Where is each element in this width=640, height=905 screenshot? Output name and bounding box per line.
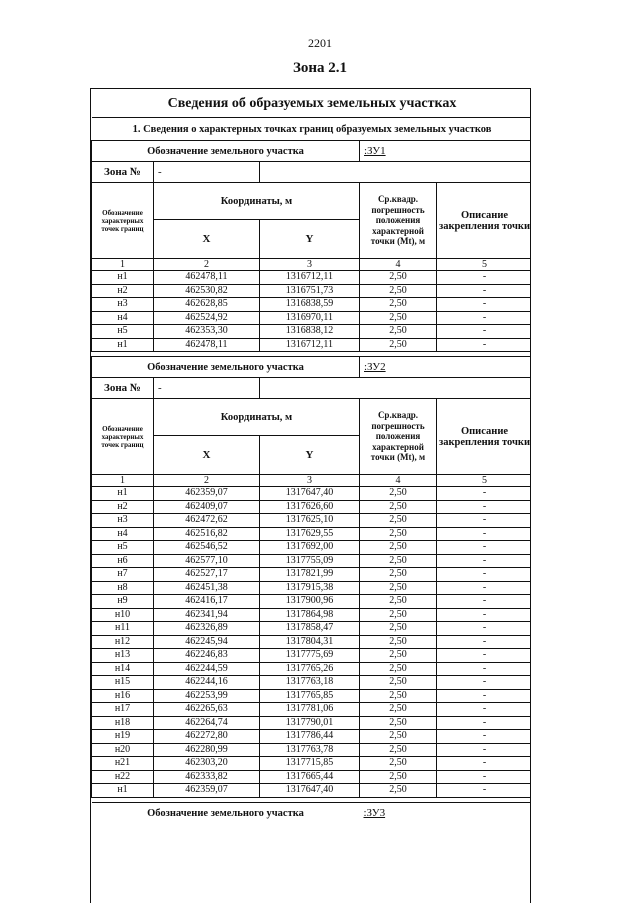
y-value: 1317858,47 — [260, 622, 360, 636]
zone-value: - — [154, 378, 260, 399]
description-value: - — [437, 662, 532, 676]
accuracy-value: 2,50 — [360, 608, 437, 622]
x-header: X — [154, 220, 260, 259]
description-value: - — [437, 635, 532, 649]
accuracy-value: 2,50 — [360, 311, 437, 325]
accuracy-value: 2,50 — [360, 676, 437, 690]
point-name: н1 — [92, 271, 154, 285]
column-number: 1 — [92, 259, 154, 271]
y-value: 1316712,11 — [260, 271, 360, 285]
accuracy-value: 2,50 — [360, 527, 437, 541]
column-number: 1 — [92, 475, 154, 487]
coords-header-row — [92, 183, 532, 220]
parcel-designation-label: Обозначение земельного участка — [92, 357, 360, 378]
parcels-table — [91, 89, 531, 825]
parcel-designation-row — [92, 357, 532, 378]
description-value: - — [437, 608, 532, 622]
point-name: н10 — [92, 608, 154, 622]
section-title: Сведения об образуемых земельных участках — [92, 89, 532, 118]
column-number: 3 — [260, 259, 360, 271]
coords-header: Координаты, м — [154, 183, 360, 220]
column-number: 2 — [154, 475, 260, 487]
description-header: Описание закрепления точки — [437, 399, 532, 475]
table-row — [92, 568, 532, 582]
description-value: - — [437, 487, 532, 501]
x-value: 462628,85 — [154, 298, 260, 312]
coords-header: Координаты, м — [154, 399, 360, 436]
table-row — [92, 676, 532, 690]
y-value: 1316838,12 — [260, 325, 360, 339]
y-value: 1317786,44 — [260, 730, 360, 744]
y-value: 1316838,59 — [260, 298, 360, 312]
point-name: н9 — [92, 595, 154, 609]
point-name: н2 — [92, 284, 154, 298]
x-value: 462472,62 — [154, 514, 260, 528]
parcel-id: :ЗУ2 — [364, 360, 386, 373]
description-value: - — [437, 284, 532, 298]
x-value: 462272,80 — [154, 730, 260, 744]
x-value: 462530,82 — [154, 284, 260, 298]
y-value: 1317915,38 — [260, 581, 360, 595]
description-value: - — [437, 595, 532, 609]
point-name: н12 — [92, 635, 154, 649]
table-row — [92, 541, 532, 555]
column-number: 3 — [260, 475, 360, 487]
x-value: 462516,82 — [154, 527, 260, 541]
parcel-id: :ЗУ3 — [363, 807, 386, 819]
description-value: - — [437, 338, 532, 352]
column-number: 4 — [360, 259, 437, 271]
column-numbers-row — [92, 475, 532, 487]
x-value: 462478,11 — [154, 338, 260, 352]
point-name: н7 — [92, 568, 154, 582]
parcel-designation-value — [360, 357, 532, 378]
accuracy-value: 2,50 — [360, 298, 437, 312]
parcels-table-body — [92, 89, 532, 825]
point-name: н2 — [92, 500, 154, 514]
table-row — [92, 298, 532, 312]
x-value: 462577,10 — [154, 554, 260, 568]
x-value: 462527,17 — [154, 568, 260, 582]
accuracy-header: Ср.квадр. погрешность положения характерной точки (Mt), м — [360, 399, 437, 475]
y-value: 1317781,06 — [260, 703, 360, 717]
parcel-designation-row — [92, 802, 532, 825]
accuracy-value: 2,50 — [360, 595, 437, 609]
accuracy-value: 2,50 — [360, 554, 437, 568]
description-value: - — [437, 730, 532, 744]
point-name: н11 — [92, 622, 154, 636]
x-value: 462451,38 — [154, 581, 260, 595]
accuracy-value: 2,50 — [360, 757, 437, 771]
zone-row-spacer — [260, 378, 532, 399]
description-value: - — [437, 527, 532, 541]
zone-row — [92, 378, 532, 399]
accuracy-value: 2,50 — [360, 662, 437, 676]
parcel-designation-label: Обозначение земельного участка — [92, 802, 360, 825]
accuracy-value: 2,50 — [360, 784, 437, 798]
y-value: 1317755,09 — [260, 554, 360, 568]
table-row — [92, 649, 532, 663]
y-value: 1317647,40 — [260, 487, 360, 501]
y-header: Y — [260, 436, 360, 475]
accuracy-value: 2,50 — [360, 487, 437, 501]
accuracy-value: 2,50 — [360, 743, 437, 757]
point-name: н4 — [92, 527, 154, 541]
table-row — [92, 689, 532, 703]
table-row — [92, 581, 532, 595]
y-value: 1317715,85 — [260, 757, 360, 771]
column-numbers-row — [92, 259, 532, 271]
point-name: н16 — [92, 689, 154, 703]
description-value: - — [437, 676, 532, 690]
y-value: 1317763,78 — [260, 743, 360, 757]
parcel-designation-value — [360, 141, 532, 162]
column-number: 5 — [437, 259, 532, 271]
y-value: 1317626,60 — [260, 500, 360, 514]
x-value: 462524,92 — [154, 311, 260, 325]
zone-label: Зона № — [92, 378, 154, 399]
point-name: н3 — [92, 298, 154, 312]
accuracy-value: 2,50 — [360, 581, 437, 595]
coords-header-row — [92, 399, 532, 436]
accuracy-value: 2,50 — [360, 541, 437, 555]
description-value: - — [437, 757, 532, 771]
table-row — [92, 271, 532, 285]
point-name: н15 — [92, 676, 154, 690]
accuracy-value: 2,50 — [360, 338, 437, 352]
y-value: 1317763,18 — [260, 676, 360, 690]
point-name: н6 — [92, 554, 154, 568]
parcel-designation-value — [360, 802, 532, 825]
table-row — [92, 730, 532, 744]
zone-value: - — [154, 162, 260, 183]
point-name: н3 — [92, 514, 154, 528]
description-value: - — [437, 649, 532, 663]
zone-title: Зона 2.1 — [292, 60, 348, 76]
y-value: 1317625,10 — [260, 514, 360, 528]
point-name: н5 — [92, 541, 154, 555]
description-value: - — [437, 716, 532, 730]
x-value: 462326,89 — [154, 622, 260, 636]
description-value: - — [437, 325, 532, 339]
zone-row-spacer — [260, 162, 532, 183]
accuracy-value: 2,50 — [360, 500, 437, 514]
description-value: - — [437, 770, 532, 784]
x-value: 462245,94 — [154, 635, 260, 649]
point-name: н21 — [92, 757, 154, 771]
table-row — [92, 608, 532, 622]
point-name: н1 — [92, 784, 154, 798]
table-row — [92, 325, 532, 339]
x-value: 462359,07 — [154, 784, 260, 798]
x-value: 462416,17 — [154, 595, 260, 609]
table-row — [92, 703, 532, 717]
y-value: 1317765,85 — [260, 689, 360, 703]
y-value: 1316751,73 — [260, 284, 360, 298]
column-number: 5 — [437, 475, 532, 487]
point-name: н20 — [92, 743, 154, 757]
x-value: 462244,16 — [154, 676, 260, 690]
x-value: 462253,99 — [154, 689, 260, 703]
x-value: 462341,94 — [154, 608, 260, 622]
y-value: 1316970,11 — [260, 311, 360, 325]
y-value: 1317900,96 — [260, 595, 360, 609]
table-row — [92, 514, 532, 528]
y-value: 1317692,00 — [260, 541, 360, 555]
table-row — [92, 527, 532, 541]
table-row — [92, 716, 532, 730]
y-value: 1317647,40 — [260, 784, 360, 798]
table-row — [92, 784, 532, 798]
y-value: 1317790,01 — [260, 716, 360, 730]
x-value: 462265,63 — [154, 703, 260, 717]
point-name: н19 — [92, 730, 154, 744]
accuracy-value: 2,50 — [360, 703, 437, 717]
table-row — [92, 757, 532, 771]
description-value: - — [437, 568, 532, 582]
point-header: Обозначение характерных точек границ — [92, 183, 154, 259]
y-value: 1317665,44 — [260, 770, 360, 784]
description-value: - — [437, 703, 532, 717]
x-value: 462244,59 — [154, 662, 260, 676]
description-value: - — [437, 541, 532, 555]
column-number: 2 — [154, 259, 260, 271]
point-name: н4 — [92, 311, 154, 325]
accuracy-value: 2,50 — [360, 284, 437, 298]
table-row — [92, 284, 532, 298]
point-name: н5 — [92, 325, 154, 339]
parcel-id: :ЗУ1 — [364, 144, 386, 157]
point-name: н17 — [92, 703, 154, 717]
x-value: 462264,74 — [154, 716, 260, 730]
point-header: Обозначение характерных точек границ — [92, 399, 154, 475]
y-value: 1317821,99 — [260, 568, 360, 582]
x-value: 462546,52 — [154, 541, 260, 555]
x-value: 462333,82 — [154, 770, 260, 784]
accuracy-value: 2,50 — [360, 514, 437, 528]
point-name: н18 — [92, 716, 154, 730]
document-frame — [90, 88, 531, 903]
y-value: 1317775,69 — [260, 649, 360, 663]
description-value: - — [437, 581, 532, 595]
x-header: X — [154, 436, 260, 475]
y-header: Y — [260, 220, 360, 259]
description-header: Описание закрепления точки — [437, 183, 532, 259]
description-value: - — [437, 784, 532, 798]
description-value: - — [437, 500, 532, 514]
accuracy-value: 2,50 — [360, 271, 437, 285]
parcel-designation-row — [92, 141, 532, 162]
column-number: 4 — [360, 475, 437, 487]
y-value: 1317765,26 — [260, 662, 360, 676]
accuracy-value: 2,50 — [360, 689, 437, 703]
point-name: н14 — [92, 662, 154, 676]
point-name: н1 — [92, 338, 154, 352]
zone-row — [92, 162, 532, 183]
x-value: 462478,11 — [154, 271, 260, 285]
x-value: 462280,99 — [154, 743, 260, 757]
y-value: 1316712,11 — [260, 338, 360, 352]
table-row — [92, 635, 532, 649]
description-value: - — [437, 622, 532, 636]
y-value: 1317804,31 — [260, 635, 360, 649]
x-value: 462353,30 — [154, 325, 260, 339]
table-row — [92, 311, 532, 325]
accuracy-value: 2,50 — [360, 770, 437, 784]
point-name: н22 — [92, 770, 154, 784]
description-value: - — [437, 554, 532, 568]
zone-label: Зона № — [92, 162, 154, 183]
description-value: - — [437, 271, 532, 285]
page-number: 2201 — [308, 36, 332, 50]
x-value: 462303,20 — [154, 757, 260, 771]
subsection-title: 1. Сведения о характерных точках границ образуемых земельных участков — [92, 118, 532, 141]
accuracy-value: 2,50 — [360, 622, 437, 636]
description-value: - — [437, 743, 532, 757]
point-name: н13 — [92, 649, 154, 663]
table-row — [92, 554, 532, 568]
table-row — [92, 338, 532, 352]
x-value: 462409,07 — [154, 500, 260, 514]
description-value: - — [437, 689, 532, 703]
accuracy-header: Ср.квадр. погрешность положения характерной точки (Mt), м — [360, 183, 437, 259]
y-value: 1317864,98 — [260, 608, 360, 622]
table-row — [92, 595, 532, 609]
accuracy-value: 2,50 — [360, 325, 437, 339]
description-value: - — [437, 514, 532, 528]
accuracy-value: 2,50 — [360, 716, 437, 730]
table-row — [92, 487, 532, 501]
table-row — [92, 622, 532, 636]
parcel-designation-label: Обозначение земельного участка — [92, 141, 360, 162]
table-row — [92, 500, 532, 514]
x-value: 462359,07 — [154, 487, 260, 501]
table-row — [92, 662, 532, 676]
description-value: - — [437, 298, 532, 312]
y-value: 1317629,55 — [260, 527, 360, 541]
accuracy-value: 2,50 — [360, 730, 437, 744]
accuracy-value: 2,50 — [360, 635, 437, 649]
point-name: н1 — [92, 487, 154, 501]
table-row — [92, 743, 532, 757]
x-value: 462246,83 — [154, 649, 260, 663]
accuracy-value: 2,50 — [360, 568, 437, 582]
point-name: н8 — [92, 581, 154, 595]
accuracy-value: 2,50 — [360, 649, 437, 663]
description-value: - — [437, 311, 532, 325]
table-row — [92, 770, 532, 784]
